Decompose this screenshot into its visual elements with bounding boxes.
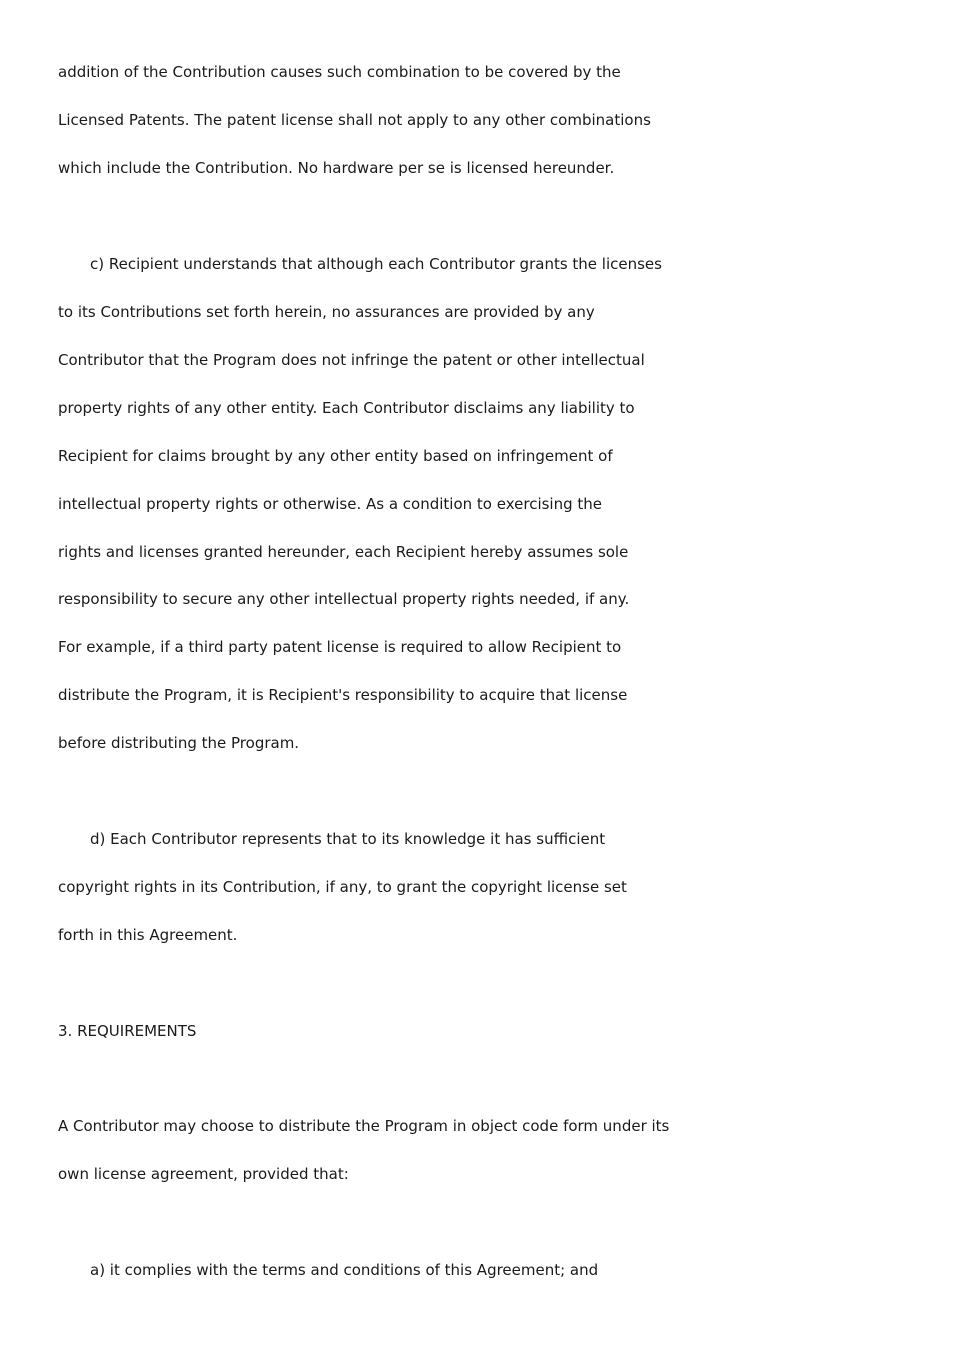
requirements-intro-line: A Contributor may choose to distribute the Program in object code form under its	[58, 1117, 670, 1135]
paragraph-c-line: distribute the Program, it is Recipient's responsibility to acquire that license	[58, 686, 628, 704]
paragraph-c-line: intellectual property rights or otherwise. As a condition to exercising the	[58, 495, 603, 513]
paragraph-c-line: For example, if a third party patent license is required to allow Recipient to	[58, 638, 622, 656]
section-heading: 3. REQUIREMENTS	[58, 1022, 197, 1040]
paragraph-c-line: Contributor that the Program does not infringe the patent or other intellectual	[58, 351, 645, 369]
paragraph-c-line: before distributing the Program.	[58, 734, 300, 752]
paragraph-c-line: responsibility to secure any other intellectual property rights needed, if any.	[58, 590, 630, 608]
paragraph-d-line: forth in this Agreement.	[58, 926, 238, 944]
paragraph-c-line: to its Contributions set forth herein, no assurances are provided by any	[58, 303, 595, 321]
paragraph-b-line: which include the Contribution. No hardware per se is licensed hereunder.	[58, 159, 615, 177]
requirements-intro-line: own license agreement, provided that:	[58, 1165, 349, 1183]
paragraph-c-line: Recipient for claims brought by any other entity based on infringement of	[58, 447, 613, 465]
paragraph-c-line: property rights of any other entity. Each Contributor disclaims any liability to	[58, 399, 635, 417]
paragraph-c-line: rights and licenses granted hereunder, each Recipient hereby assumes sole	[58, 543, 629, 561]
paragraph-b-line: addition of the Contribution causes such combination to be covered by the	[58, 63, 621, 81]
paragraph-d-line: copyright rights in its Contribution, if any, to grant the copyright license set	[58, 878, 627, 896]
paragraph-d-line: d) Each Contributor represents that to its knowledge it has sufficient	[90, 830, 606, 848]
paragraph-b-line: Licensed Patents. The patent license shall not apply to any other combinations	[58, 111, 651, 129]
requirement-a: a) it complies with the terms and conditions of this Agreement; and	[90, 1261, 599, 1279]
paragraph-c-line: c) Recipient understands that although each Contributor grants the licenses	[90, 255, 662, 273]
